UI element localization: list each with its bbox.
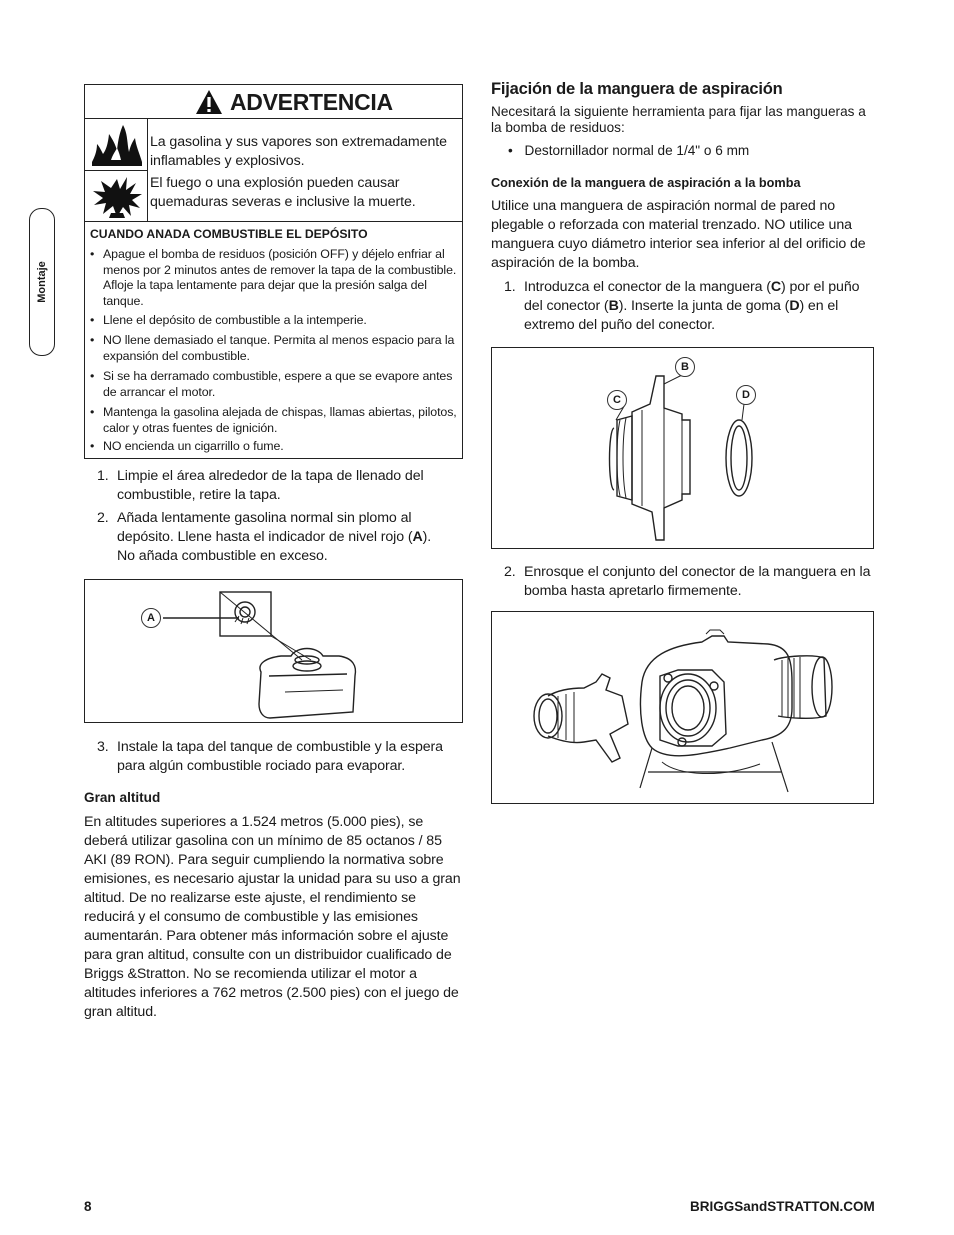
page-number: 8	[84, 1199, 92, 1214]
altitude-paragraph: En altitudes superiores a 1.524 metros (5.000 pies), se deberá utilizar gasolina con un mínimo de 85 octanos / 85 AKI (89 RON). Para seguir cumpliendo la normativa sobre emisiones, es necesario ajustar la unidad para su uso a gran altitud. De no realizarse este ajuste, el rendimiento se reducirá y el consumo de combustible y las emisiones aumentarán. Para obtener más información sobre el ajuste para gran altitud, consulte con un distribuidor cualificado de Briggs &Stratton. No se recomienda utilizar el motor a altitudes inferiores a 762 metros (2.500 pies) con el juego de gran altitud.	[84, 814, 461, 1020]
fire-icon	[89, 122, 145, 168]
warning-divider	[85, 221, 462, 222]
fuel-tank-figure	[84, 579, 463, 723]
callout-a: A	[141, 608, 161, 628]
step-item: 3. Instale la tapa del tanque de combustible y la espera para algún combustible rociado para evaporar.	[97, 739, 443, 774]
step-item: 1. Limpie el área alrededor de la tapa de llenado del combustible, retire la tapa.	[97, 468, 424, 503]
footer-website: BRIGGSandSTRATTON.COM	[690, 1199, 875, 1214]
section-tab	[29, 208, 55, 356]
warning-bullet: • Apague el bomba de residuos (posición OFF) y déjelo enfriar al menos por 2 minutos antes de remover la tapa de la combustible. Afloje la tapa lentamente para dejar que la presión salga del tanque.	[90, 247, 457, 308]
warning-bullet: • NO encienda un cigarrillo o fume.	[90, 439, 284, 453]
step-item: 2. Enrosque el conjunto del conector de la manguera en la bomba hasta apretarlo firmemente.	[504, 564, 871, 599]
altitude-heading: Gran altitud	[84, 790, 161, 805]
pump-assembly-figure	[491, 611, 874, 804]
warning-title: ADVERTENCIA	[230, 89, 393, 115]
tool-bullet: • Destornillador normal de 1/4" o 6 mm	[508, 143, 750, 158]
explosion-icon	[89, 173, 145, 219]
pump-assembly-illustration	[492, 612, 873, 803]
callout-b: B	[675, 357, 695, 377]
bullet-dot: •	[508, 143, 513, 158]
warning-bullet: • Llene el depósito de combustible a la intemperie.	[90, 313, 367, 327]
fuel-tank-illustration	[85, 580, 462, 722]
warning-bullet: • Mantenga la gasolina alejada de chispas, llamas abiertas, pilotos, calor y otras fuentes de ignición.	[90, 405, 457, 435]
step-item: 2. Añada lentamente gasolina normal sin plomo al depósito. Llene hasta el indicador de nivel rojo (A). No añada combustible en exceso.	[97, 510, 432, 564]
section-tab-label: Montaje	[36, 261, 48, 303]
icon-divider	[85, 170, 148, 171]
warning-triangle-icon	[195, 89, 223, 115]
warning-box	[84, 84, 463, 459]
warning-bullet: • Si se ha derramado combustible, espere a que se evapore antes de arrancar el motor.	[90, 369, 453, 399]
hose-paragraph: Utilice una manguera de aspiración normal de pared no plegable o reforzada con material trenzado. NO utilice una manguera cuyo diámetro interior sea inferior al del orificio de aspiración de la bomba.	[491, 198, 866, 271]
hazard-icon-column	[85, 119, 148, 221]
warning-subheading: CUANDO ANADA COMBUSTIBLE EL DEPÓSITO	[90, 227, 368, 241]
callout-c: C	[607, 390, 627, 410]
warning-bullet: • NO llene demasiado el tanque. Permita al menos espacio para la expansión del combustible.	[90, 333, 455, 363]
step-item: 1. Introduzca el conector de la manguera (C) por el puño del conector (B). Inserte la junta de goma (D) en el extremo del puño del conector.	[504, 279, 860, 333]
section-heading: Fijación de la manguera de aspiración	[491, 80, 783, 98]
intro-paragraph: Necesitará la siguiente herramienta para fijar las mangueras a la bomba de residuos:	[491, 104, 866, 135]
callout-d: D	[736, 385, 756, 405]
subsection-heading: Conexión de la manguera de aspiración a la bomba	[491, 176, 801, 190]
hazard-text-flammable: La gasolina y sus vapores son extremadamente inflamables y explosivos.	[150, 134, 447, 169]
hose-connector-figure	[491, 347, 874, 549]
warning-header	[85, 85, 462, 119]
hose-connector-illustration	[492, 348, 873, 548]
hazard-text-explosion: El fuego o una explosión pueden causar quemaduras severas e inclusive la muerte.	[150, 175, 416, 210]
